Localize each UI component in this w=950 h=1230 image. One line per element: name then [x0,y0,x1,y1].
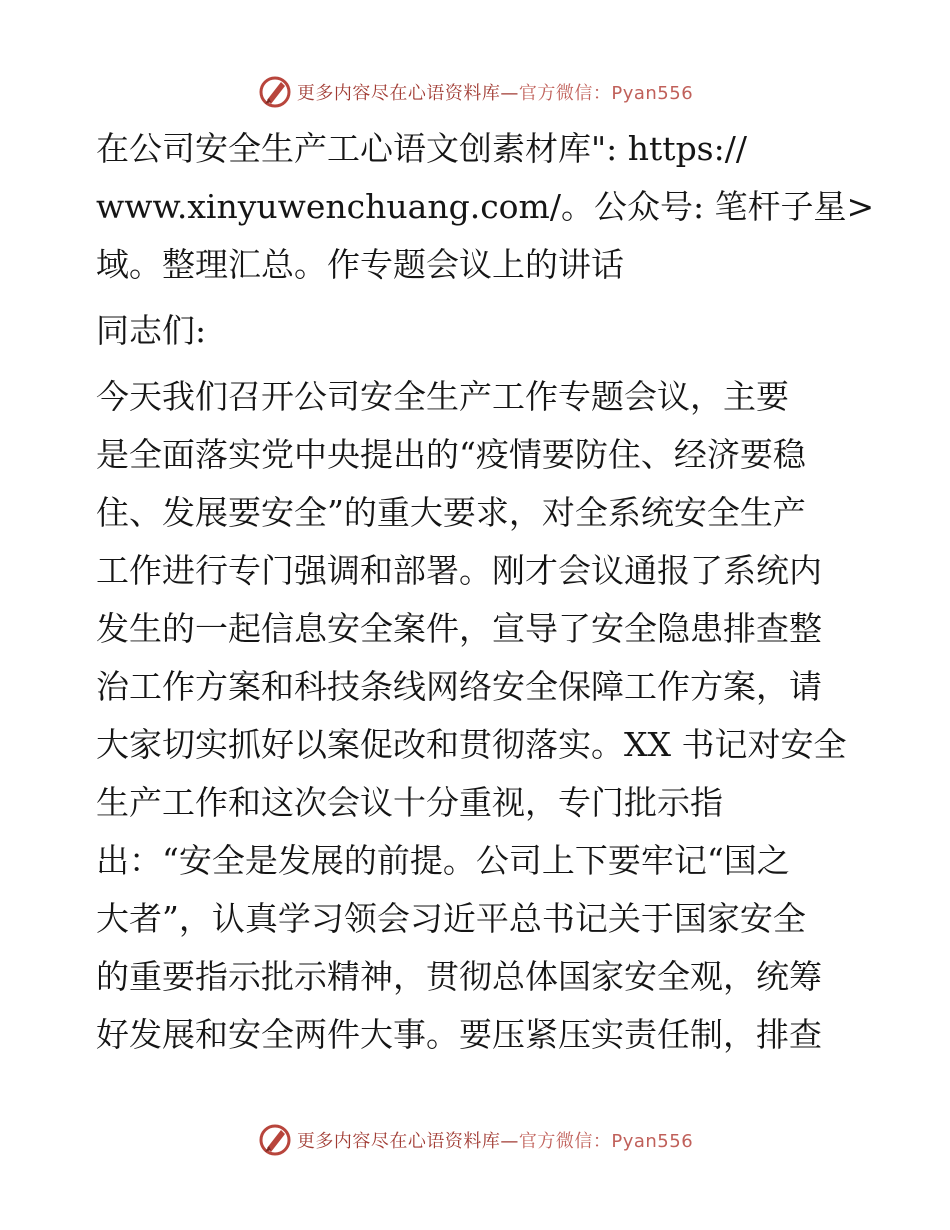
banner-text: 更多内容尽在心语资料库 [296,1131,501,1152]
body-line: 治工作方案和科技条线网络安全保障工作方案，请 [96,667,822,706]
body-line: 大家切实抓好以案促改和贯彻落实。XX 书记对安全 [96,725,847,764]
pen-logo-icon [257,1122,293,1158]
banner-dash: — [500,83,519,104]
document-body [96,120,875,1064]
intro-line: www.xinyuwenchuang.com/。公众号: 笔杆子星> [96,187,875,226]
header-banner [0,70,950,114]
pen-logo-icon [257,74,293,110]
body-line: 出：“安全是发展的前提。公司上下要牢记“国之 [96,841,790,880]
body-line: 今天我们召开公司安全生产工作专题会议，主要 [96,377,789,416]
banner-contact: 官方微信：Pyan556 [518,1131,694,1152]
intro-line: 在公司安全生产工心语文创素材库": https:// [96,129,747,168]
body-line: 大者”，认真学习领会习近平总书记关于国家安全 [96,899,806,938]
body-line: 发生的一起信息安全案件，宣导了安全隐患排查整 [96,609,822,648]
banner-dash: — [500,1131,519,1152]
body-line: 生产工作和这次会议十分重视，专门批示指 [96,783,723,822]
body-line: 好发展和安全两件大事。要压紧压实责任制，排查 [96,1015,822,1054]
footer-banner [0,1118,950,1162]
banner-text: 更多内容尽在心语资料库 [296,83,501,104]
intro-line: 域。整理汇总。作专题会议上的讲话 [96,245,624,284]
body-line: 是全面落实党中央提出的“疫情要防住、经济要稳 [96,435,806,474]
banner-contact: 官方微信：Pyan556 [518,83,694,104]
body-line: 工作进行专门强调和部署。刚才会议通报了系统内 [96,551,822,590]
body-line: 的重要指示批示精神，贯彻总体国家安全观，统筹 [96,957,822,996]
body-line: 住、发展要安全”的重大要求，对全系统安全生产 [96,493,806,532]
salutation: 同志们: [96,311,207,350]
